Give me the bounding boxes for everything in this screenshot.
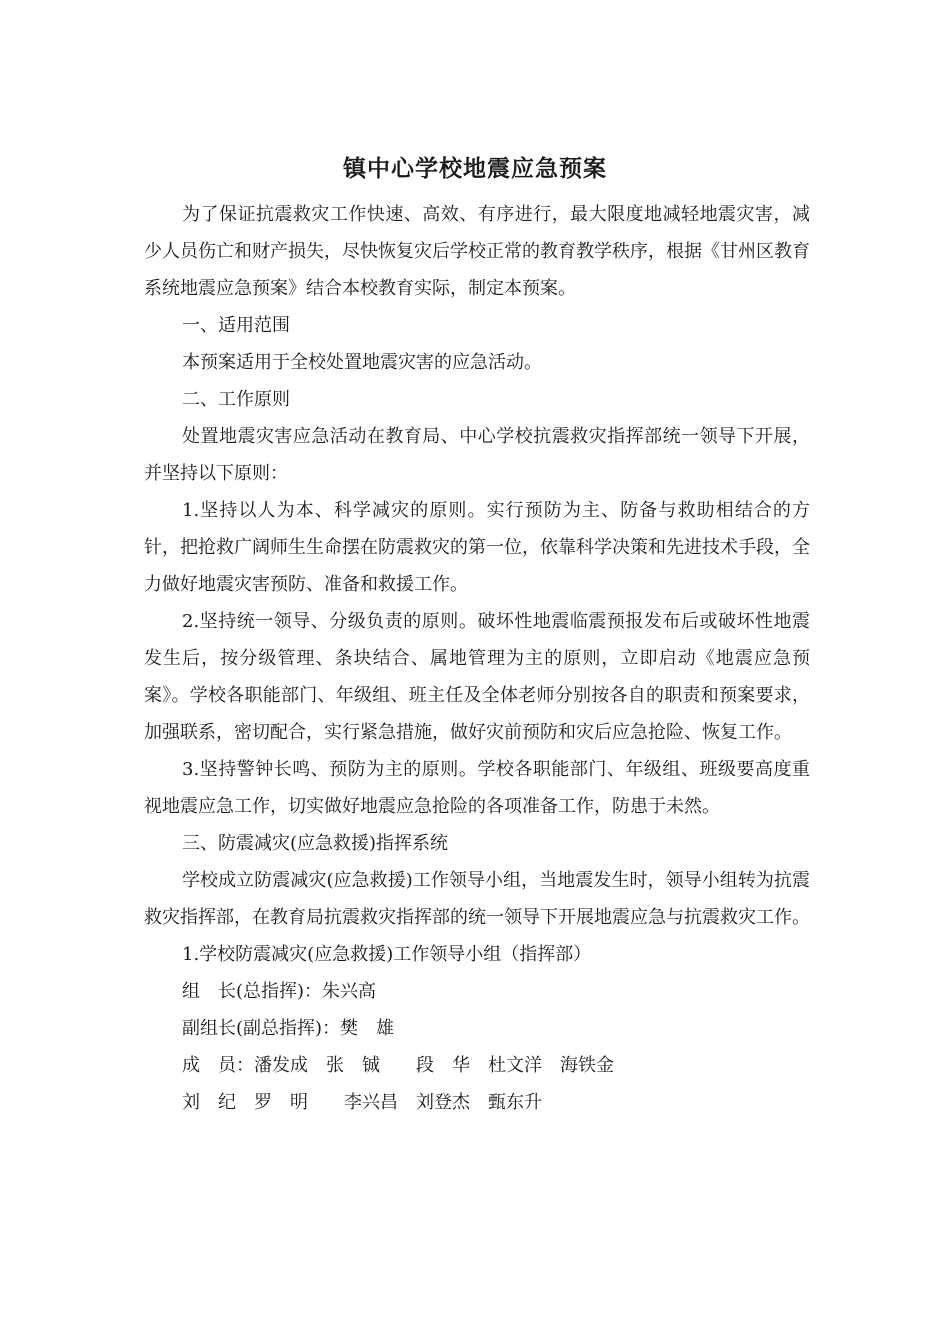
principles-intro-paragraph: 处置地震灾害应急活动在教育局、中心学校抗震救灾指挥部统一领导下开展，并坚持以下原则： bbox=[144, 426, 810, 484]
roster-leader: 组 长(总指挥)：朱兴高 bbox=[182, 981, 377, 1002]
roster-members: 成 员：潘发成 张 铖 段 华 杜文洋 海铁金 bbox=[182, 1055, 614, 1076]
principle-3-paragraph: 3.坚持警钟长鸣、预防为主的原则。学校各职能部门、年级组、班级要高度重视地震应急工作，切实做好地震应急抢险的各项准备工作，防患于未然。 bbox=[144, 759, 810, 817]
leadership-group-heading: 1.学校防震减灾(应急救援)工作领导小组（指挥部） bbox=[182, 944, 592, 965]
command-system-paragraph: 学校成立防震减灾(应急救援)工作领导小组，当地震发生时，领导小组转为抗震救灾指挥部，在教育局抗震救灾指挥部的统一领导下开展地震应急与抗震救灾工作。 bbox=[144, 870, 810, 928]
scope-paragraph: 本预案适用于全校处置地震灾害的应急活动。 bbox=[182, 352, 542, 373]
section-heading-principles: 二、工作原则 bbox=[182, 389, 290, 410]
intro-paragraph: 为了保证抗震救灾工作快速、高效、有序进行，最大限度地减轻地震灾害，减少人员伤亡和财产损失，尽快恢复灾后学校正常的教育教学秩序，根据《甘州区教育系统地震应急预案》结合本校教育实际，制定本预案。 bbox=[144, 204, 810, 299]
roster-deputy-leader: 副组长(副总指挥)：樊 雄 bbox=[182, 1018, 395, 1039]
principle-1-paragraph: 1.坚持以人为本、科学减灾的原则。实行预防为主、防备与救助相结合的方针，把抢救广阔师生生命摆在防震救灾的第一位，依靠科学决策和先进技术手段，全力做好地震灾害预防、准备和救援工作。 bbox=[144, 500, 810, 595]
section-heading-scope: 一、适用范围 bbox=[182, 315, 290, 336]
principle-2-paragraph: 2.坚持统一领导、分级负责的原则。破坏性地震临震预报发布后或破坏性地震发生后，按分级管理、条块结合、属地管理为主的原则，立即启动《地震应急预案》。学校各职能部门、年级组、班主任及全体老师分别按各自的职责和预案要求，加强联系，密切配合，实行紧急措施，做好灾前预防和灾后应急抢险、恢复工作。 bbox=[144, 611, 810, 743]
document-title: 镇中心学校地震应急预案 bbox=[343, 155, 607, 182]
document-body bbox=[144, 196, 810, 1121]
roster-members-continued: 刘 纪 罗 明 李兴昌 刘登杰 甄东升 bbox=[182, 1092, 542, 1113]
section-heading-command-system: 三、防震减灾(应急救援)指挥系统 bbox=[182, 833, 449, 854]
